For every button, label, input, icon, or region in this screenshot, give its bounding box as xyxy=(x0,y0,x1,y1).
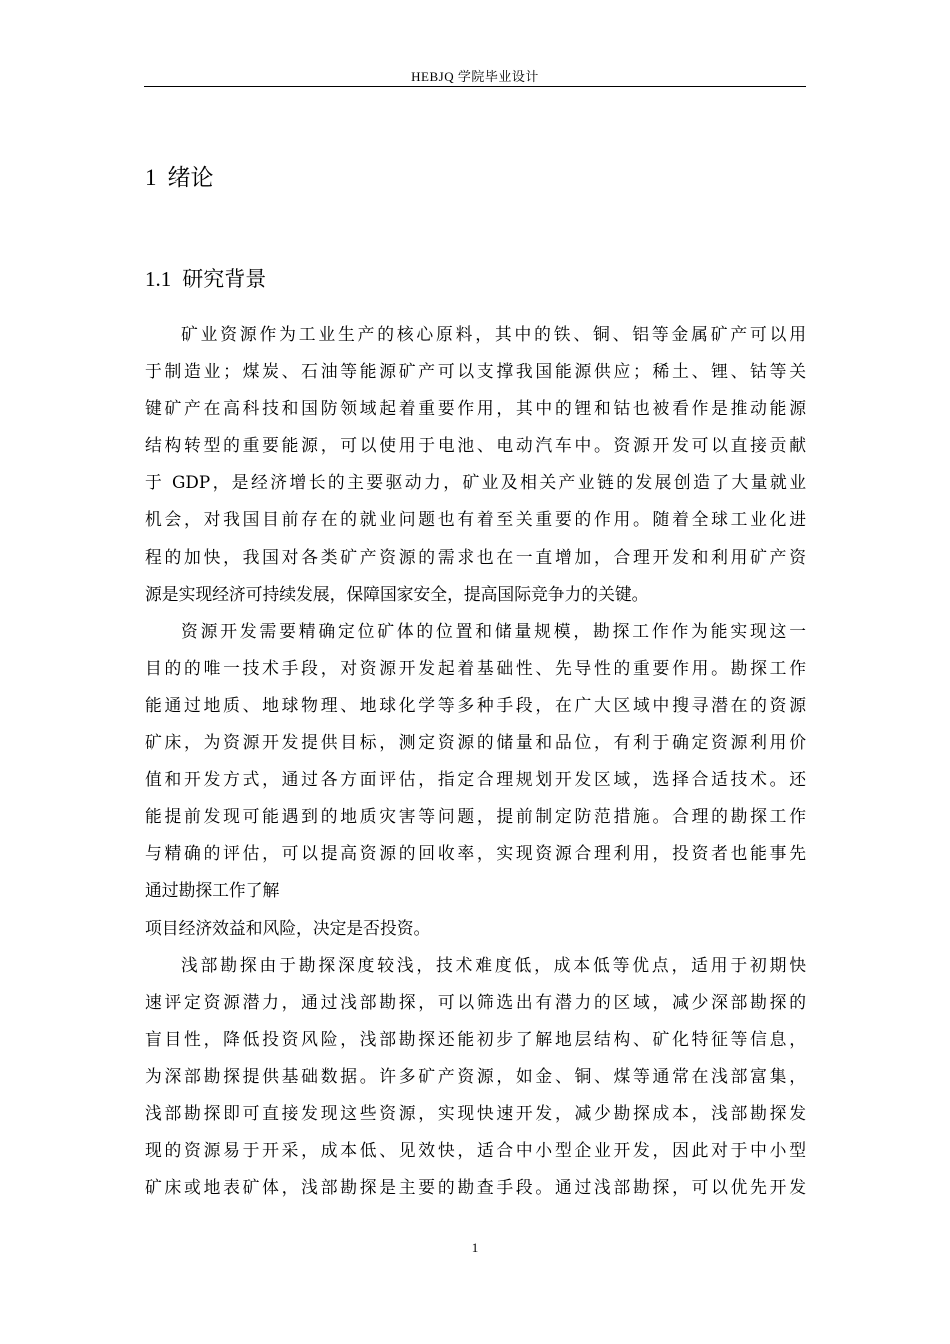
body-line: 键矿产在高科技和国防领域起着重要作用，其中的锂和钴也被看作是推动能源 xyxy=(145,398,806,419)
body-line: 矿床或地表矿体，浅部勘探是主要的勘查手段。通过浅部勘探，可以优先开发 xyxy=(145,1177,806,1198)
body-line: 现的资源易于开采，成本低、见效快，适合中小型企业开发，因此对于中小型 xyxy=(145,1140,806,1161)
body-line: 项目经济效益和风险，决定是否投资。 xyxy=(145,917,431,938)
header-title: HEBJQ 学院毕业设计 xyxy=(411,69,539,84)
body-line: 机会，对我国目前存在的就业问题也有着至关重要的作用。随着全球工业化进 xyxy=(145,509,806,530)
body-line: 值和开发方式，通过各方面评估，指定合理规划开发区域，选择合适技术。还 xyxy=(145,769,806,790)
chapter-title: 绪论 xyxy=(167,165,214,191)
body-line: 源是实现经济可持续发展，保障国家安全，提高国际竞争力的关键。 xyxy=(145,583,649,604)
body-line: 于 GDP，是经济增长的主要驱动力，矿业及相关产业链的发展创造了大量就业 xyxy=(145,472,806,493)
section-number: 1.1 xyxy=(145,267,172,291)
body-text xyxy=(145,316,806,1206)
body-line: 通过勘探工作了解 xyxy=(145,880,280,901)
body-line: 能通过地质、地球物理、地球化学等多种手段，在广大区域中搜寻潜在的资源 xyxy=(145,694,806,715)
body-line: 与精确的评估，可以提高资源的回收率，实现资源合理利用，投资者也能事先 xyxy=(145,843,806,864)
header-rule xyxy=(144,86,806,87)
body-line: 矿业资源作为工业生产的核心原料，其中的铁、铜、铝等金属矿产可以用 xyxy=(181,324,806,344)
body-line: 盲目性，降低投资风险，浅部勘探还能初步了解地层结构、矿化特征等信息， xyxy=(145,1028,806,1049)
body-line: 程的加快，我国对各类矿产资源的需求也在一直增加，合理开发和利用矿产资 xyxy=(145,546,806,567)
body-line: 于制造业；煤炭、石油等能源矿产可以支撑我国能源供应；稀土、锂、钴等关 xyxy=(145,361,806,382)
body-line: 为深部勘探提供基础数据。许多矿产资源，如金、铜、煤等通常在浅部富集， xyxy=(145,1065,806,1086)
body-line: 速评定资源潜力，通过浅部勘探，可以筛选出有潜力的区域，减少深部勘探的 xyxy=(145,991,806,1012)
chapter-heading xyxy=(145,162,214,194)
body-line: 能提前发现可能遇到的地质灾害等问题，提前制定防范措施。合理的勘探工作 xyxy=(145,806,806,827)
body-line: 矿床，为资源开发提供目标，测定资源的储量和品位，有利于确定资源利用价 xyxy=(145,732,806,753)
body-line: 资源开发需要精确定位矿体的位置和储量规模，勘探工作作为能实现这一 xyxy=(181,620,806,641)
page-number: 1 xyxy=(471,1240,479,1255)
section-title: 研究背景 xyxy=(182,267,267,291)
body-line: 结构转型的重要能源，可以使用于电池、电动汽车中。资源开发可以直接贡献 xyxy=(145,435,806,456)
body-line: 浅部勘探由于勘探深度较浅，技术难度低，成本低等优点，适用于初期快 xyxy=(181,954,806,975)
section-heading xyxy=(145,263,266,295)
body-line: 浅部勘探即可直接发现这些资源，实现快速开发，减少勘探成本，浅部勘探发 xyxy=(145,1102,806,1123)
body-line: 目的的唯一技术手段，对资源开发起着基础性、先导性的重要作用。勘探工作 xyxy=(145,657,806,678)
chapter-number: 1 xyxy=(145,165,157,190)
